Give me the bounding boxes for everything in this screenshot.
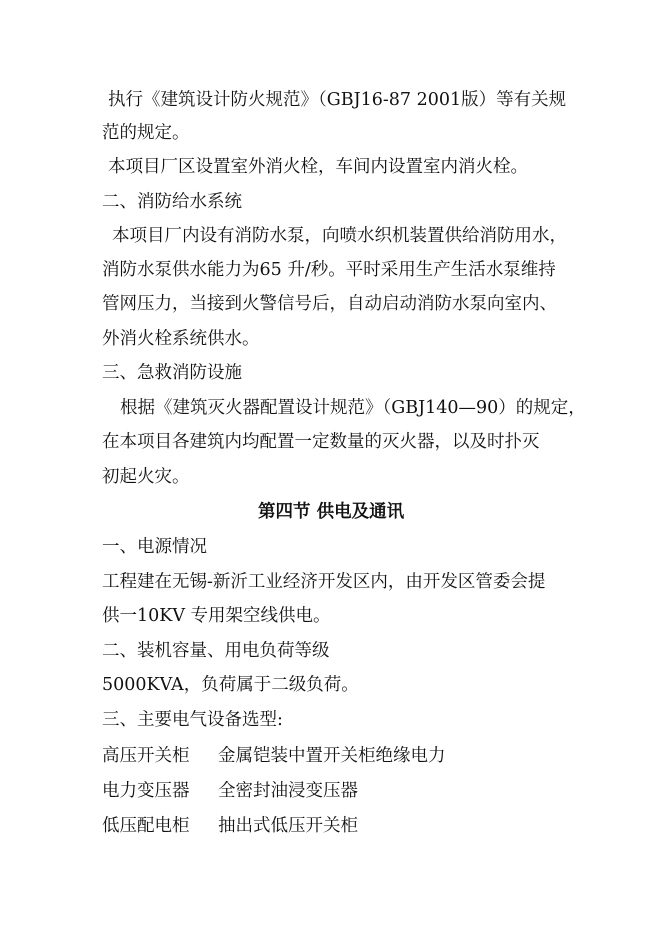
paragraph-line: 本项目厂内设有消防水泵，向喷水织机装置供给消防用水， [112, 226, 567, 246]
paragraph-line: 范的规定。 [102, 123, 190, 143]
equipment-desc: 全密封油浸变压器 [218, 781, 358, 801]
paragraph-line: 本项目厂区设置室外消火栓，车间内设置室内消火栓。 [108, 157, 528, 177]
paragraph-line: 工程建在无锡-新沂工业经济开发区内，由开发区管委会提 [102, 572, 546, 592]
section-heading: 一、电源情况 [102, 537, 207, 557]
equipment-desc: 抽出式低压开关柜 [218, 816, 358, 836]
paragraph-line: 5000KVA，负荷属于二级负荷。 [102, 675, 359, 695]
paragraph-line: 管网压力，当接到火警信号后，自动启动消防水泵向室内、 [102, 294, 557, 314]
paragraph-line: 消防水泵供水能力为65 升/秒。平时采用生产生活水泵维持 [102, 260, 556, 280]
section-heading: 二、装机容量、用电负荷等级 [102, 641, 330, 661]
paragraph-line: 在本项目各建筑内均配置一定数量的灭火器，以及时扑灭 [102, 432, 540, 452]
equipment-name: 电力变压器 [102, 781, 190, 801]
equipment-desc: 金属铠装中置开关柜绝缘电力 [218, 746, 446, 766]
section-title: 第四节 供电及通讯 [258, 502, 405, 522]
section-heading: 三、急救消防设施 [102, 363, 242, 383]
paragraph-line: 外消火栓系统供水。 [102, 329, 260, 349]
paragraph-line: 根据《建筑灭火器配置设计规范》（GBJ140—90）的规定， [120, 398, 586, 418]
equipment-name: 低压配电柜 [102, 816, 190, 836]
paragraph-line: 执行《建筑设计防火规范》（GBJ16-87 2001版）等有关规 [108, 90, 567, 110]
section-heading: 三、主要电气设备选型: [102, 710, 283, 730]
paragraph-line: 初起火灾。 [102, 467, 190, 487]
equipment-name: 高压开关柜 [102, 746, 190, 766]
paragraph-line: 供一10KV 专用架空线供电。 [102, 606, 331, 626]
section-heading: 二、消防给水系统 [102, 192, 242, 212]
